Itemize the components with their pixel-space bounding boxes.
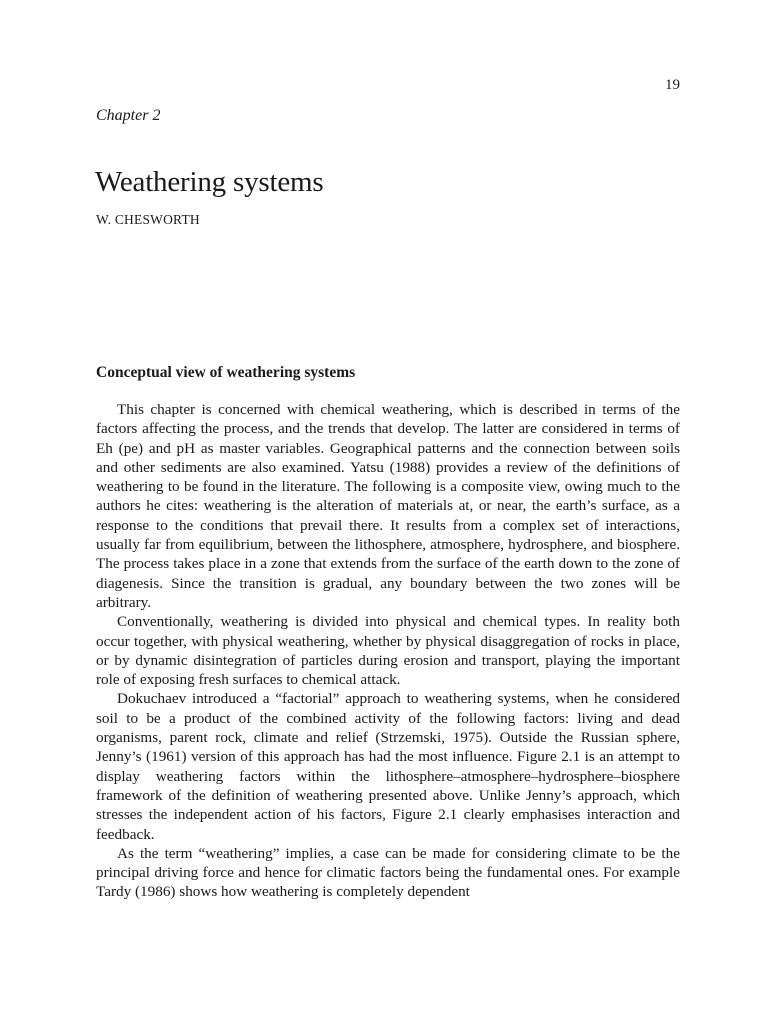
section-heading: Conceptual view of weathering systems [96,364,356,381]
chapter-title: Weathering systems [95,166,324,198]
page-number: 19 [665,77,680,93]
paragraph-4: As the term “weathering” implies, a case can be made for considering climate to be the principal driving force and hence for climatic factors being the fundamental ones. For example Tardy (1986) shows how weathering is completely dependent [96,844,680,901]
paragraph-3: Dokuchaev introduced a “factorial” approach to weathering systems, when he considered soil to be a product of the combined activity of the following factors: living and dead organisms, parent rock, climate and relief (Strzemski, 1975). Outside the Russian sphere, Jenny’s (1961) version of this approach has had the most influence. Figure 2.1 is an attempt to display weathering factors within the lithosphere–atmosphere–hydrosphere–biosphere framework of the definition of weathering presented above. Unlike Jenny’s approach, which stresses the independent action of his factors, Figure 2.1 clearly emphasises interaction and feedback. [96,690,680,843]
author-name: W. CHESWORTH [96,212,200,227]
paragraph-1: This chapter is concerned with chemical weathering, which is described in terms of the factors affecting the process, and the trends that develop. The latter are considered in terms of Eh (pe) and pH as master variables. Geographical patterns and the connection between soils and other sediments are also examined. Yatsu (1988) provides a review of the definitions of weathering to be found in the literature. The following is a composite view, owing much to the authors he cites: weathering is the alteration of materials at, or near, the earth’s surface, as a response to the conditions that prevail there. It results from a complex set of interactions, usually far from equilibrium, between the lithosphere, atmosphere, hydrosphere, and biosphere. The process takes place in a zone that extends from the surface of the earth down to the zone of diagenesis. Since the transition is gradual, any boundary between the two zones will be arbitrary. [96,401,680,611]
body-text [96,400,680,902]
paragraph-2: Conventionally, weathering is divided into physical and chemical types. In reality both occur together, with physical weathering, whether by physical disaggregation of rocks in place, or by dynamic disintegration of particles during erosion and transport, playing the important role of exposing fresh surfaces to chemical attack. [96,613,680,689]
chapter-label: Chapter 2 [96,107,161,124]
